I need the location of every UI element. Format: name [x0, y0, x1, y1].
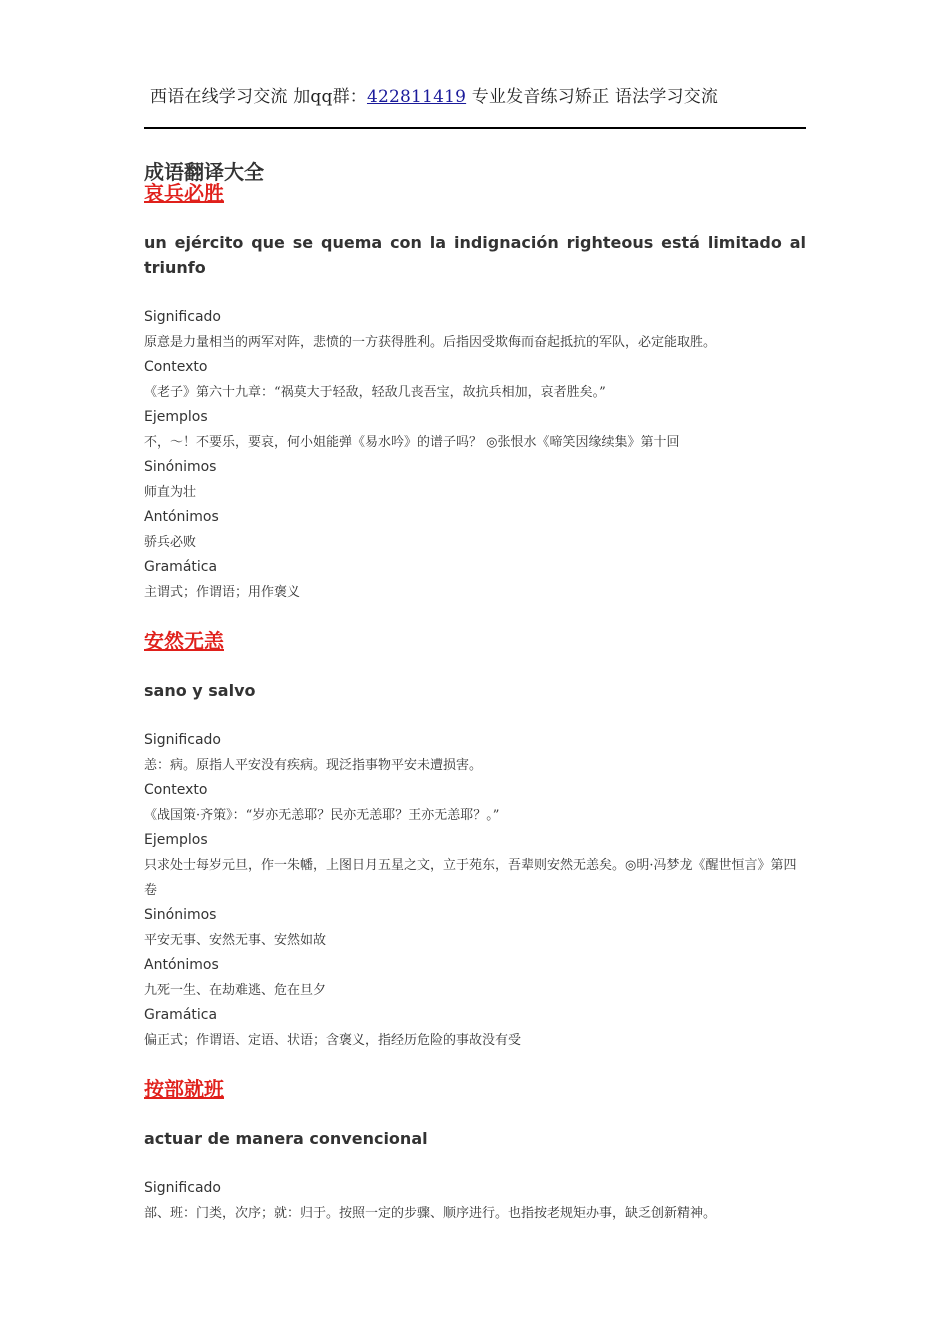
contexto-value: 《老子》第六十九章：“祸莫大于轻敌，轻敌几丧吾宝，故抗兵相加，哀者胜矣。” [144, 385, 606, 400]
gramatica-value: 主谓式；作谓语；用作褒义 [144, 585, 301, 600]
idiom-fields [144, 728, 806, 1053]
header-prefix: 西语在线学习交流 加qq群： [150, 87, 367, 107]
significado-value: 恙：病。原指人平安没有疾病。现泛指事物平安未遭损害。 [144, 758, 483, 773]
ejemplos-value: 不，～！不要乐，要哀，何小姐能弹《易水吟》的谱子吗？ ◎张恨水《啼笑因缘续集》第十回 [144, 435, 680, 450]
significado-label: Significado [144, 309, 221, 325]
antonimos-value: 九死一生、在劫难逃、危在旦夕 [144, 983, 327, 998]
idiom-translation: sano y salvo [144, 681, 256, 700]
idiom-entry [144, 1076, 806, 1226]
significado-label: Significado [144, 732, 221, 748]
antonimos-value: 骄兵必败 [144, 535, 197, 550]
page-header [150, 82, 806, 107]
idiom-heading[interactable]: 按部就班 [144, 1077, 224, 1101]
idiom-entry [144, 180, 806, 605]
sinonimos-value: 师直为壮 [144, 485, 197, 500]
sinonimos-label: Sinónimos [144, 459, 217, 475]
gramatica-label: Gramática [144, 1007, 218, 1023]
significado-label: Significado [144, 1180, 221, 1196]
idiom-heading[interactable]: 哀兵必胜 [144, 181, 224, 205]
sinonimos-value: 平安无事、安然无事、安然如故 [144, 933, 327, 948]
antonimos-label: Antónimos [144, 509, 219, 525]
ejemplos-label: Ejemplos [144, 832, 208, 848]
idiom-heading[interactable]: 安然无恙 [144, 629, 224, 653]
significado-value: 原意是力量相当的两军对阵，悲愤的一方获得胜利。后指因受欺侮而奋起抵抗的军队，必定能取胜。 [144, 335, 717, 350]
ejemplos-value: 只求处士每岁元旦，作一朱幡，上图日月五星之文，立于苑东，吾辈则安然无恙矣。◎明·冯梦龙《醒世恒言》第四卷 [144, 858, 797, 898]
gramatica-value: 偏正式；作谓语、定语、状语；含褒义，指经历危险的事故没有受 [144, 1033, 522, 1048]
idiom-fields [144, 305, 806, 605]
contexto-value: 《战国策·齐策》：“岁亦无恙耶？民亦无恙耶？王亦无恙耶？。” [144, 808, 500, 823]
antonimos-label: Antónimos [144, 957, 219, 973]
header-divider [144, 127, 806, 129]
idiom-fields [144, 1176, 806, 1226]
idiom-translation: actuar de manera convencional [144, 1129, 428, 1148]
idiom-translation: un ejército que se quema con la indignación righteous está limitado al triunfo [144, 233, 806, 277]
contexto-label: Contexto [144, 359, 208, 375]
contexto-label: Contexto [144, 782, 208, 798]
qq-group-link[interactable]: 422811419 [366, 87, 467, 107]
ejemplos-label: Ejemplos [144, 409, 208, 425]
idiom-entry [144, 628, 806, 1053]
gramatica-label: Gramática [144, 559, 218, 575]
document-title: 成语翻译大全 [144, 160, 264, 184]
sinonimos-label: Sinónimos [144, 907, 217, 923]
header-suffix: 专业发音练习矫正 语法学习交流 [466, 87, 719, 107]
significado-value: 部、班：门类，次序；就：归于。按照一定的步骤、顺序进行。也指按老规矩办事，缺乏创新精神。 [144, 1206, 717, 1221]
